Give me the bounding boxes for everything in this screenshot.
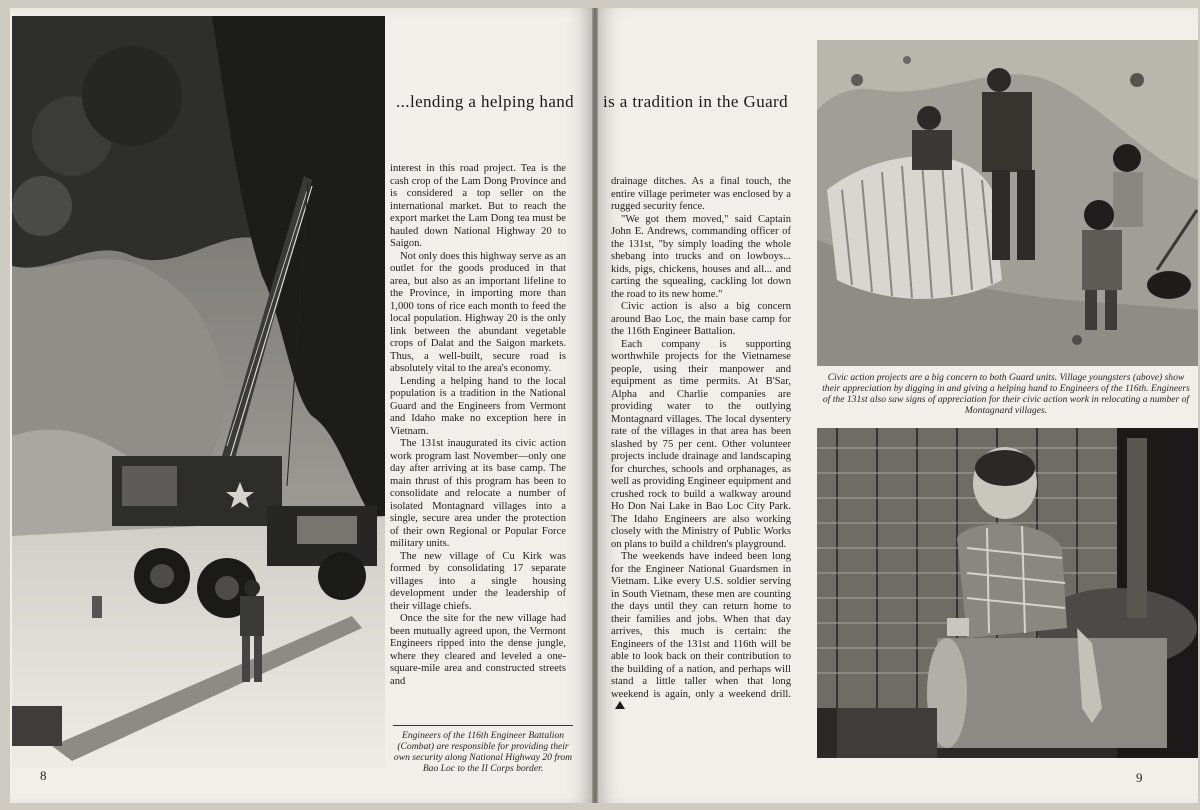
article-paragraph: Not only does this highway serve as an outlet for the goods produced in that area, but also as an important lifeline to the Province, in importing more than 1,000 tons of rice each month to feed the local population. Highway 20 is the only link between the abundant vegetable crops of Dalat and the Saigon markets. Thus, a well-built, secure road is absolutely vital to the area's economy. <box>390 250 566 374</box>
article-paragraph: "We got them moved," said Captain John E. Andrews, commanding officer of the 131st, "by simply loading the whole shebang into trucks and on lowboys... kids, pigs, chickens, houses and all... and carting the squealing, cackling lot down the road to its new home." <box>611 213 791 300</box>
crane-photo-caption: Engineers of the 116th Engineer Battalion (Combat) are responsible for providing their own security along National Highway 20 from Bao Loc to the II Corps border. <box>393 725 573 774</box>
page-number-left: 8 <box>40 768 47 783</box>
village-child-photo-image <box>817 428 1198 758</box>
article-column-1 <box>390 163 566 688</box>
village-child-photo <box>817 428 1198 758</box>
spine-gutter <box>592 8 598 803</box>
article-paragraph: The 131st inaugurated its civic action work program last November—only one day after arriving at its base camp. The main thrust of this program has been to consolidate and relocate a number of isolated Montagnard villages into a single, secure area under the protection of their own Regional or Popular Force military units. <box>390 438 566 549</box>
article-paragraph-text: The weekends have indeed been long for the Engineer National Guardsmen in Vietnam. Like every U.S. soldier serving in South Vietnam, these men are counting the days until they can return home to their families and jobs. When that day arrives, this much is certain: the Engineers of the 131st and 116th will be able to look back on their contribution to the building of a nation, and perhaps will stand a little taller when that long weekend is again, only a weekend drill. <box>611 551 791 700</box>
article-paragraph: drainage ditches. As a final touch, the entire village perimeter was enclosed by a rugged security fence. <box>611 176 791 212</box>
article-paragraph: Each company is supporting worthwhile projects for the Vietnamese people, using their manpower and equipment as time permits. At B'Sar, Alpha and Charlie companies are providing water to the outlying Montagnard villages. The local dysentery rate of the villages in that area has been slashed by 75 per cent. Other volunteer projects include drainage and landscaping for churches, schools and orphanages, as well as providing Engineer equipment and crushed rock to build a walkway around Ho Don Nai Lake in Bao Loc City Park. The Idaho Engineers are also working closely with the Ministry of Public Works on plans to build a children's playground. <box>611 338 791 550</box>
article-paragraph: Civic action is also a big concern around Bao Loc, the main base camp for the 116th Engineer Battalion. <box>611 301 791 337</box>
culvert-photo-caption: Civic action projects are a big concern to both Guard units. Village youngsters (above) show their appreciation by digging in and giving a helping hand to Engineers of the 116th. Engineers of the 131st also saw signs of appreciation for their civic action work in relocating a number of Montagnard villages. <box>822 372 1190 416</box>
article-column-2 <box>611 176 791 714</box>
crane-photo <box>12 16 385 768</box>
article-paragraph: Lending a helping hand to the local population is a tradition in the National Guard and the Engineers from Vermont and Idaho make no exception here in Vietnam. <box>390 375 566 437</box>
article-paragraph: Once the site for the new village had been mutually agreed upon, the Vermont Engineers ripped into the dense jungle, where they cleared and leveled a one-square-mile area and constructed streets and <box>390 613 566 687</box>
culvert-photo <box>817 40 1198 366</box>
headline-left: ...lending a helping hand <box>396 92 575 111</box>
headline-right: is a tradition in the Guard <box>603 92 789 111</box>
page-number-right: 9 <box>1136 770 1143 785</box>
article-paragraph: interest in this road project. Tea is the cash crop of the Lam Dong Province and is considered a top seller on the international market. But to reach the export market the Lam Dong tea must be hauled down National Highway 20 to Saigon. <box>390 163 566 249</box>
crane-photo-image <box>12 16 385 768</box>
culvert-photo-image <box>817 40 1198 366</box>
article-paragraph-last <box>611 551 791 714</box>
end-of-article-icon <box>615 701 625 709</box>
article-paragraph: The new village of Cu Kirk was formed by consolidating 17 separate villages into a single housing development under the leadership of their village chiefs. <box>390 550 566 612</box>
